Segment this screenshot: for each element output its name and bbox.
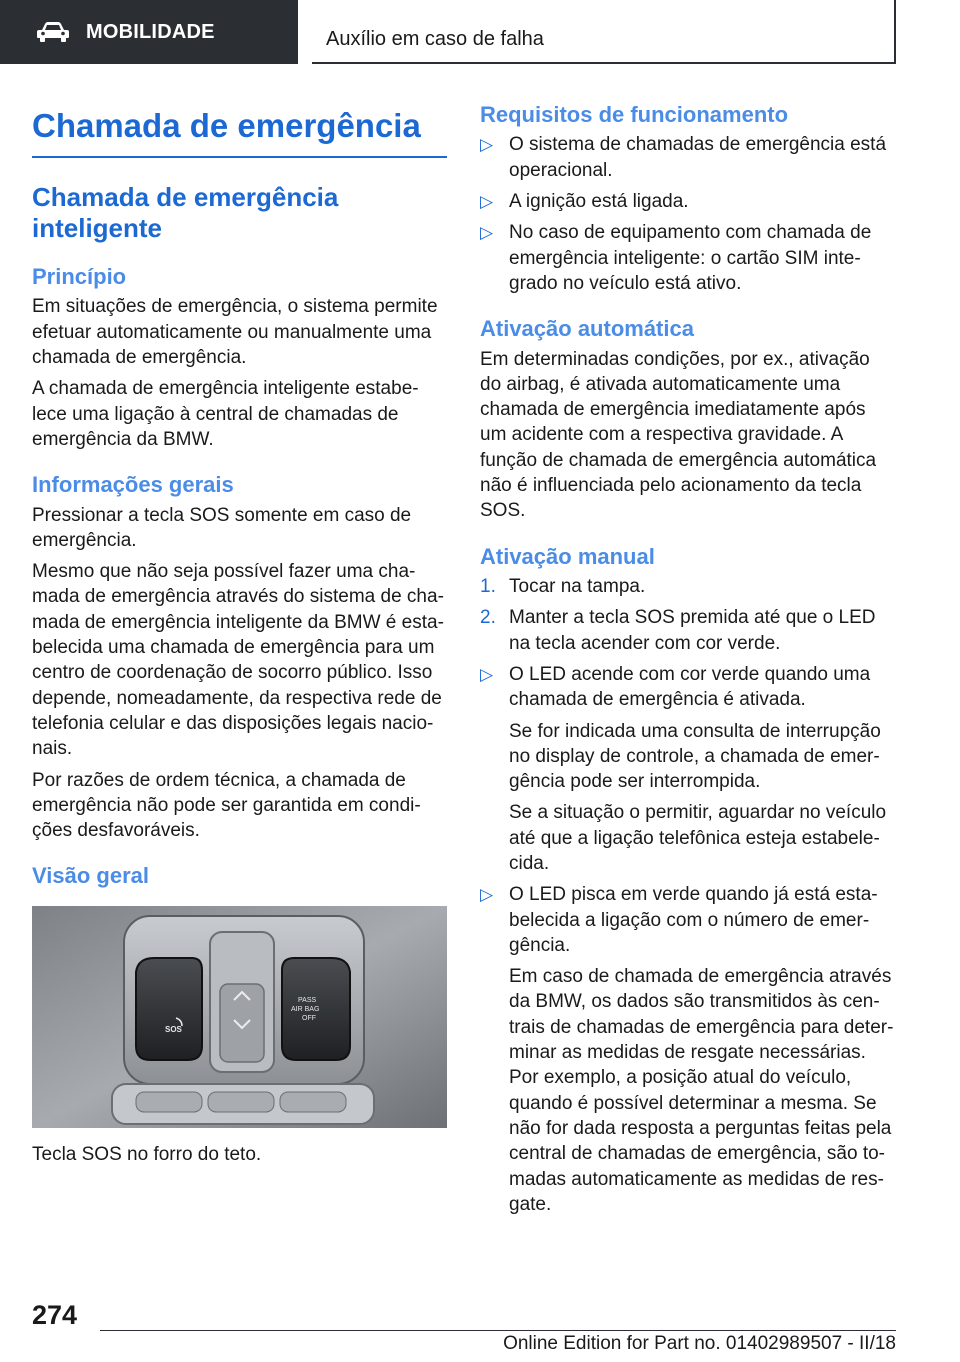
chapter-tab-label: Auxílio em caso de falha [326, 28, 544, 50]
left-column [32, 96, 447, 1173]
principio-heading: Princípio [32, 263, 127, 289]
section-tab[interactable] [0, 0, 298, 64]
list-item [480, 605, 896, 656]
info-paragraph-3: Por razões de ordem técnica, a chamada de emergência não pode ser garantida em condições desfavoráveis. [32, 769, 421, 842]
manual-heading: Ativação manual [480, 543, 655, 569]
page-header [0, 0, 960, 64]
requisito-text-2: A ignição está ligada. [509, 190, 689, 212]
principio-paragraph-1: Em situações de emergência, o sistema permite efetuar automaticamente ou manualmente uma chamada de emergência. [32, 296, 438, 368]
led-green-sub-1: Se for indicada uma consulta de interrupção no display de controle, a chamada de emergência pode ser interrompida. [509, 720, 881, 793]
sos-button-photo [32, 906, 447, 1128]
auto-paragraph: Em determinadas condições, por ex., ativação do airbag, é ativada automaticamente uma chamada de emergência imediatamente após um acidente com a respectiva gravidade. A função de chamada de emergência automática não é influenciada pelo acionamento da tecla SOS. [480, 348, 877, 522]
bullet-triangle-icon: ▷ [480, 191, 494, 211]
page-title: Chamada de emergência [32, 106, 447, 158]
step-text-1: Tocar na tampa. [509, 576, 646, 598]
list-item [480, 132, 896, 183]
list-item [480, 220, 896, 296]
list-item [480, 882, 896, 1217]
pass-label-2: AIR BAG [291, 1005, 320, 1013]
car-icon [36, 21, 70, 43]
page-number: 274 [32, 1300, 78, 1330]
photo-caption: Tecla SOS no forro do teto. [32, 1143, 262, 1165]
bullet-triangle-icon: ▷ [480, 223, 494, 243]
right-column [480, 96, 896, 1223]
requisito-text-3: No caso de equipamento com chamada de emergência inteligente: o cartão SIM integrado no veículo está ativo. [509, 222, 872, 294]
requisito-text-1: O sistema de chamadas de emergência está operacional. [509, 134, 887, 181]
list-item [480, 662, 896, 876]
auto-heading: Ativação automática [480, 316, 694, 342]
principio-paragraph-2: A chamada de emergência inteligente estabelece uma ligação à central de chamadas de emergência da BMW. [32, 378, 419, 450]
edition-text: Online Edition for Part no. 01402989507 - II/18 [503, 1333, 896, 1354]
list-item [480, 574, 896, 599]
sos-label: SOS [165, 1024, 182, 1034]
info-paragraph-1: Pressionar a tecla SOS somente em caso de emergência. [32, 504, 412, 551]
info-paragraph-2: Mesmo que não seja possível fazer uma chamada de emergência através do sistema de chamada de emergência inteligente da BMW é estabelecida uma chamada de emergência para um centro de coordenação de socorro público. Isso depende, nomeadamente, da respectiva rede de telefonia celular e das disposições legais nacionais. [32, 561, 444, 760]
pass-label-1: PASS [298, 996, 317, 1004]
step-text-2: Manter a tecla SOS premida até que o LED na tecla acender com cor verde. [509, 607, 876, 654]
section-tab-label: MOBILIDADE [86, 20, 215, 43]
bullet-triangle-icon: ▷ [480, 135, 494, 155]
led-blink-text: O LED pisca em verde quando já está estabelecida a ligação com o número de emergência. [509, 884, 878, 956]
requisitos-heading: Requisitos de funcionamento [480, 102, 789, 127]
led-green-text: O LED acende com cor verde quando uma chamada de emergência é ativada. [509, 663, 871, 711]
footer-divider [100, 1330, 896, 1331]
step-number-1: 1. [480, 576, 496, 598]
led-blink-sub-1: Em caso de chamada de emergência através da BMW, os dados são transmitidos às centrais de chamadas de emergência para determinar as medidas de resgate necessárias. Por exemplo, a posição atual do veículo, quando é possível determinar a mesma. Se não for dada resposta a perguntas feitas pela central de chamadas de emergência, são tomadas automaticamente as medidas de resgate. [509, 966, 894, 1215]
bullet-triangle-icon: ▷ [480, 664, 494, 684]
chapter-tab[interactable] [312, 0, 896, 64]
step-number-2: 2. [480, 607, 496, 629]
visao-heading: Visão geral [32, 863, 149, 889]
info-heading: Informações gerais [32, 472, 234, 498]
bullet-triangle-icon: ▷ [480, 885, 494, 905]
led-green-sub-2: Se a situação o permitir, aguardar no veículo até que a ligação telefônica esteja estabelecida. [509, 802, 887, 874]
section-title: Chamada de emergência inteligente [32, 181, 339, 243]
pass-label-3: OFF [302, 1014, 316, 1022]
list-item [480, 189, 896, 214]
